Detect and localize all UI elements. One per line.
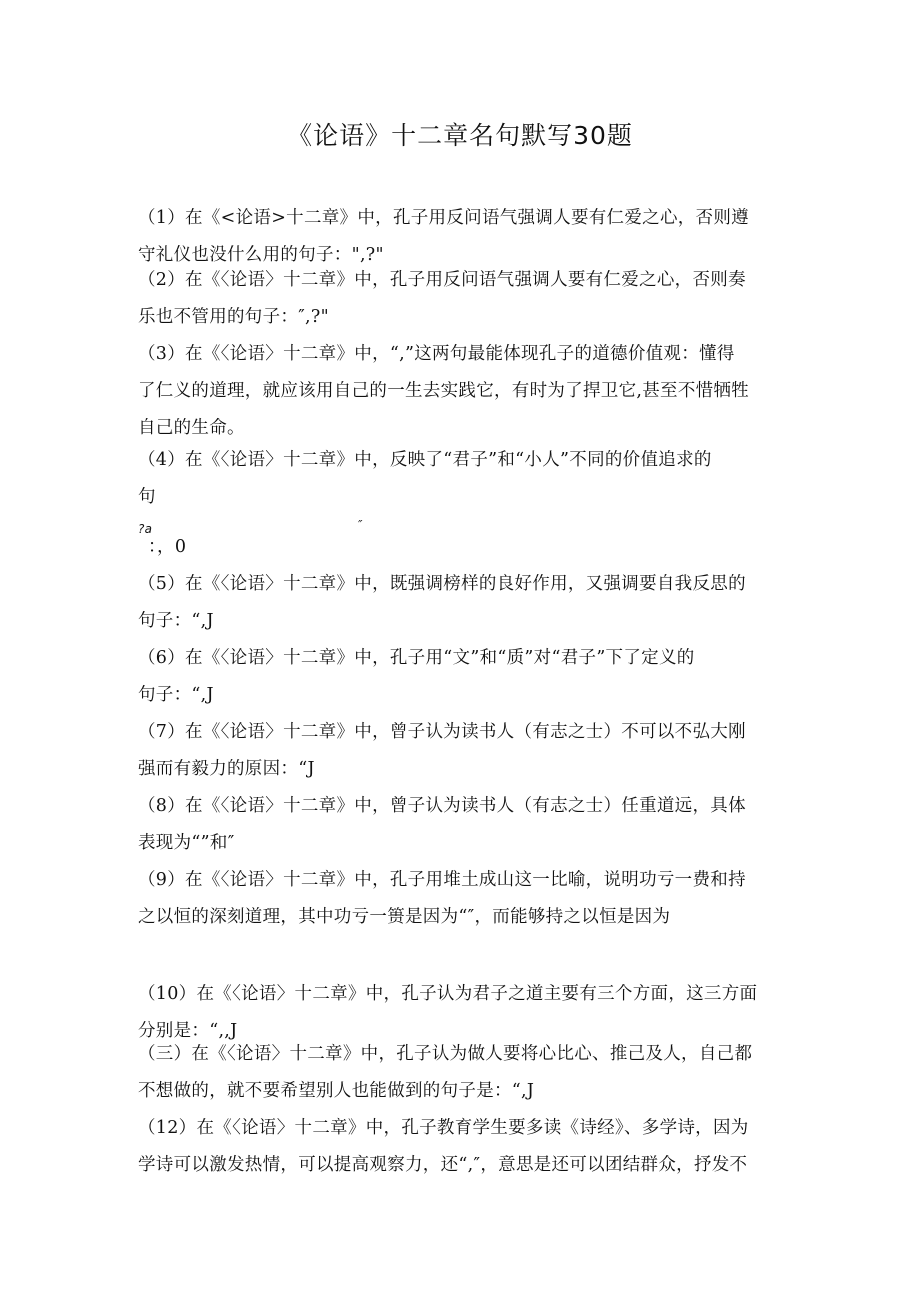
question-11	[138, 1036, 788, 1110]
question-5	[138, 566, 788, 640]
question-line: 句子：“,J	[138, 685, 214, 705]
question-4	[138, 442, 788, 516]
question-line: （6）在《〈论语〉十二章》中，孔子用“文”和“质”对“君子”下了定义的	[138, 648, 695, 668]
question-line: （9）在《〈论语〉十二章》中，孔子用堆土成山这一比喻，说明功亏一费和持	[138, 870, 746, 890]
question-7	[138, 714, 788, 788]
page-title: 《论语》十二章名句默写30题	[287, 121, 633, 150]
question-line: 句子：“,J	[138, 611, 214, 631]
question-8	[138, 788, 788, 862]
question-line: （7）在《〈论语〉十二章》中，曾子认为读书人（有志之士）不可以不弘大刚	[138, 722, 746, 742]
answer-blank-line: ：，0	[148, 537, 187, 557]
question-line: （4）在《〈论语〉十二章》中，反映了“君子”和“小人”不同的价值追求的	[138, 450, 712, 470]
question-line: （三）在《〈论语〉十二章》中，孔子认为做人要将心比心、推己及人，自己都	[138, 1044, 753, 1064]
stray-mark-right: ″	[358, 518, 363, 532]
question-line: 自己的生命。	[138, 418, 245, 438]
question-line: 了仁义的道理，就应该用自己的一生去实践它，有时为了捍卫它,甚至不惜牺牲	[138, 381, 750, 401]
question-line: 强而有毅力的原因：“J	[138, 759, 315, 779]
question-line: （12）在《〈论语〉十二章》中，孔子教育学生要多读《诗经》、多学诗，因为	[138, 1118, 749, 1138]
question-line: （5）在《〈论语〉十二章》中，既强调榜样的良好作用，又强调要自我反思的	[138, 574, 746, 594]
question-6	[138, 640, 788, 714]
question-line: 句	[138, 487, 156, 507]
question-line: 乐也不管用的句子：″,?"	[138, 307, 329, 327]
question-line: （10）在《〈论语〉十二章》中，孔子认为君子之道主要有三个方面，这三方面	[138, 984, 758, 1004]
question-4-blank-line	[148, 529, 798, 566]
question-line: （1）在《<论语>十二章》中，孔子用反问语气强调人要有仁爱之心，否则遵	[138, 208, 749, 228]
question-line: 不想做的，就不要希望别人也能做到的句子是：“,J	[138, 1081, 535, 1101]
question-line: 之以恒的深刻道理，其中功亏一篑是因为“″，而能够持之以恒是因为	[138, 907, 671, 927]
question-line: （3）在《〈论语〉十二章》中，“,”这两句最能体现孔子的道德价值观：懂得	[138, 344, 735, 364]
question-line: 分别是：“,,J	[138, 1021, 238, 1041]
question-line: 学诗可以激发热情，可以提高观察力，还“,″，意思是还可以团结群众，抒发不	[138, 1155, 748, 1175]
question-3	[138, 336, 788, 447]
question-12	[138, 1110, 788, 1184]
question-line: 表现为“”和″	[138, 833, 235, 853]
question-2	[138, 262, 788, 336]
stray-mark-left: ?a	[138, 522, 153, 536]
question-line: 守礼仪也没什么用的句子：",?"	[138, 245, 384, 265]
question-9	[138, 862, 788, 936]
question-line: （8）在《〈论语〉十二章》中，曾子认为读书人（有志之士）任重道远，具体	[138, 796, 746, 816]
question-line: （2）在《〈论语〉十二章》中，孔子用反问语气强调人要有仁爱之心，否则奏	[138, 270, 746, 290]
